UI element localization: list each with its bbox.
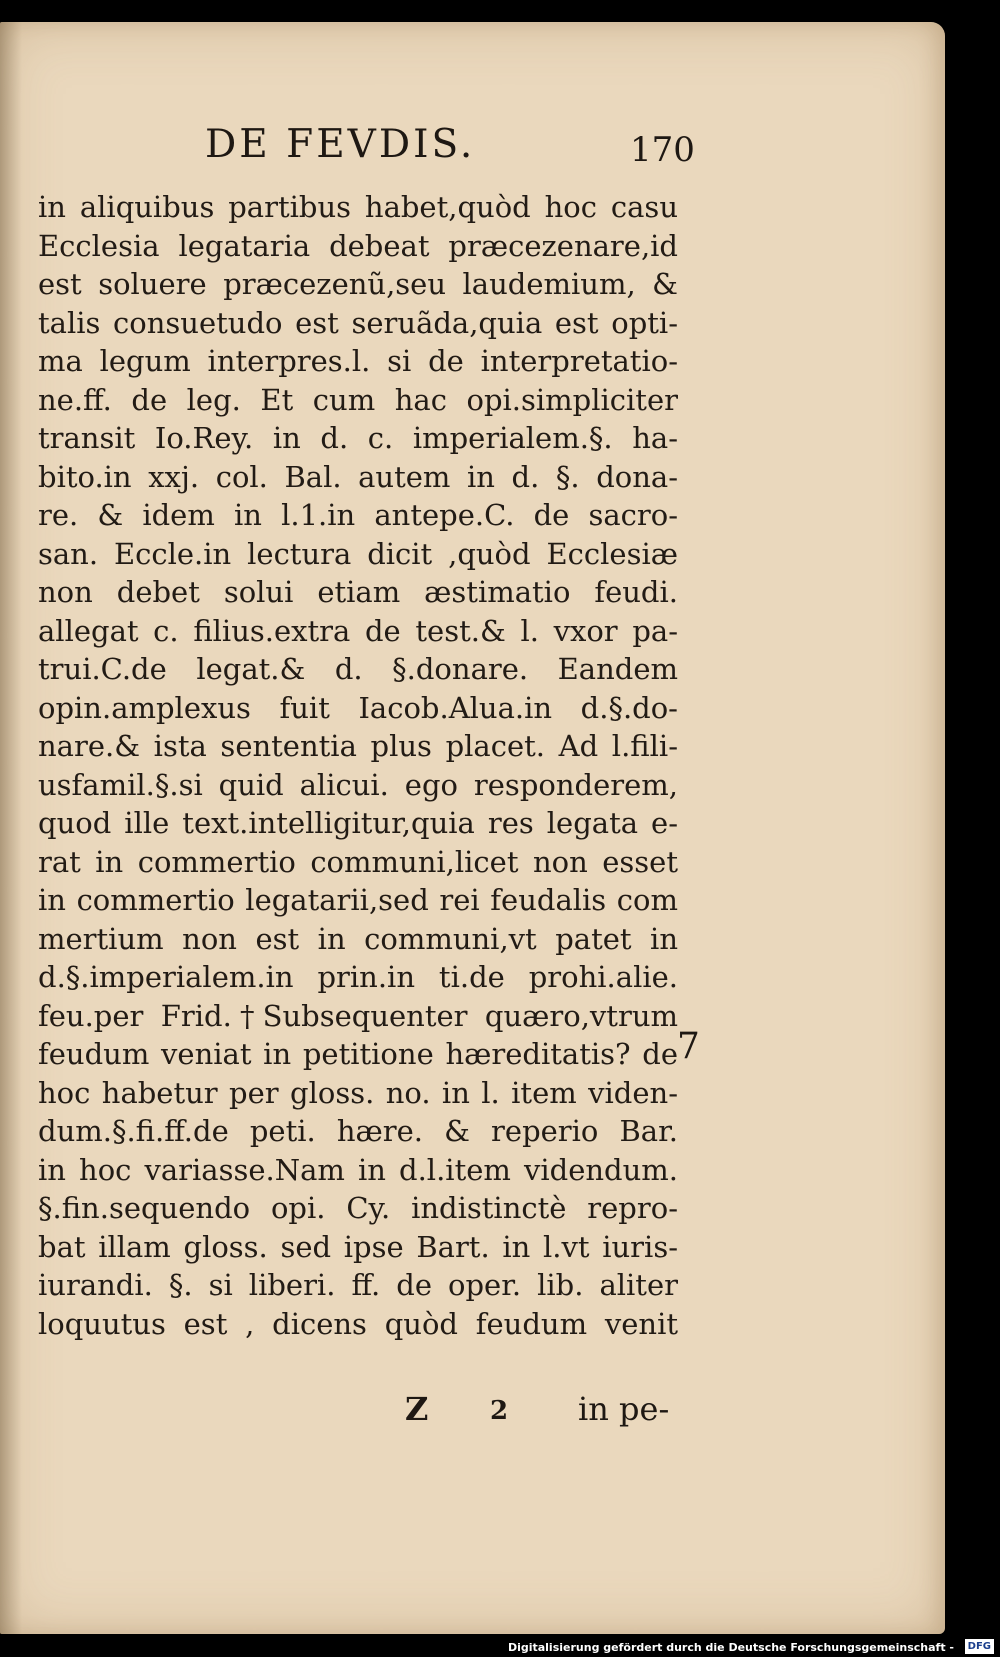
text-line: opin.amplexus fuit Iacob.Alua.in d.§.do- [38, 690, 678, 725]
text-line: feu.per Frid.†Subsequenter quæro,vtrum [38, 998, 678, 1033]
text-line: loquutus est , dicens quòd feudum venit [38, 1306, 678, 1341]
text-line: dum.§.fi.ff.de peti. hære. & reperio Bar. [38, 1114, 678, 1148]
text-line: hoc habetur per gloss. no. in l. item viden- [38, 1075, 678, 1110]
text-line: feudum veniat in petitione hæreditatis? de [38, 1037, 678, 1071]
text-line: d.§.imperialem.in prin.in ti.de prohi.alie. [38, 960, 678, 994]
marginal-section-number: 7 [677, 1026, 700, 1067]
signature-number: 2 [490, 1396, 509, 1426]
text-line: in commertio legatarii,sed rei feudalis com [38, 883, 678, 917]
text-line: allegat c. filius.extra de test.& l. vxor pa- [38, 613, 678, 648]
text-line: bat illam gloss. sed ipse Bart. in l.vt iuris- [38, 1229, 678, 1264]
text-line: quod ille text.intelligitur,quia res legata e- [38, 806, 678, 840]
text-line: re. & idem in l.1.in antepe.C. de sacro- [38, 498, 678, 532]
dfg-logo-icon: DFG [965, 1639, 994, 1654]
text-line: mertium non est in communi,vt patet in [38, 921, 678, 956]
text-line: ma legum interpres.l. si de interpretatio- [38, 344, 678, 378]
text-line: in hoc variasse.Nam in d.l.item videndum. [38, 1152, 678, 1187]
digitization-footer [0, 1635, 1000, 1657]
running-head: DE FEVDIS. [205, 122, 476, 167]
text-line: ne.ff. de leg. Et cum hac opi.simpliciter [38, 382, 678, 417]
text-line: transit Io.Rey. in d. c. imperialem.§. ha- [38, 421, 678, 455]
page-number: 170 [630, 130, 695, 170]
signature-mark: Z [405, 1390, 429, 1428]
text-line: non debet solui etiam æstimatio feudi. [38, 575, 678, 609]
text-line: in aliquibus partibus habet,quòd hoc casu [38, 190, 678, 224]
text-line: san. Eccle.in lectura dicit ,quòd Ecclesiæ [38, 536, 678, 571]
text-line: trui.C.de legat.& d. §.donare. Eandem [38, 652, 678, 686]
text-line: talis consuetudo est seruãda,quia est opti- [38, 305, 678, 340]
text-line: rat in commertio communi,licet non esset [38, 844, 678, 879]
text-line: nare.& ista sententia plus placet. Ad l.fili- [38, 729, 678, 763]
funding-credit: Digitalisierung gefördert durch die Deutsche Forschungsgemeinschaft - [507, 1641, 954, 1654]
catchword: in pe- [578, 1390, 670, 1428]
text-line: usfamil.§.si quid alicui. ego responderem, [38, 767, 678, 802]
book-page [0, 22, 945, 1634]
text-line: bito.in xxj. col. Bal. autem in d. §. dona- [38, 459, 678, 494]
body-text [38, 188, 678, 1343]
text-line: iurandi. §. si liberi. ff. de oper. lib. aliter [38, 1268, 678, 1302]
page-edge-shadow [0, 22, 22, 1634]
text-line: §.fin.sequendo opi. Cy. indistinctè repro- [38, 1191, 678, 1225]
text-line: est soluere præcezenũ,seu laudemium, & [38, 267, 678, 301]
text-line: Ecclesia legataria debeat præcezenare,id [38, 228, 678, 263]
